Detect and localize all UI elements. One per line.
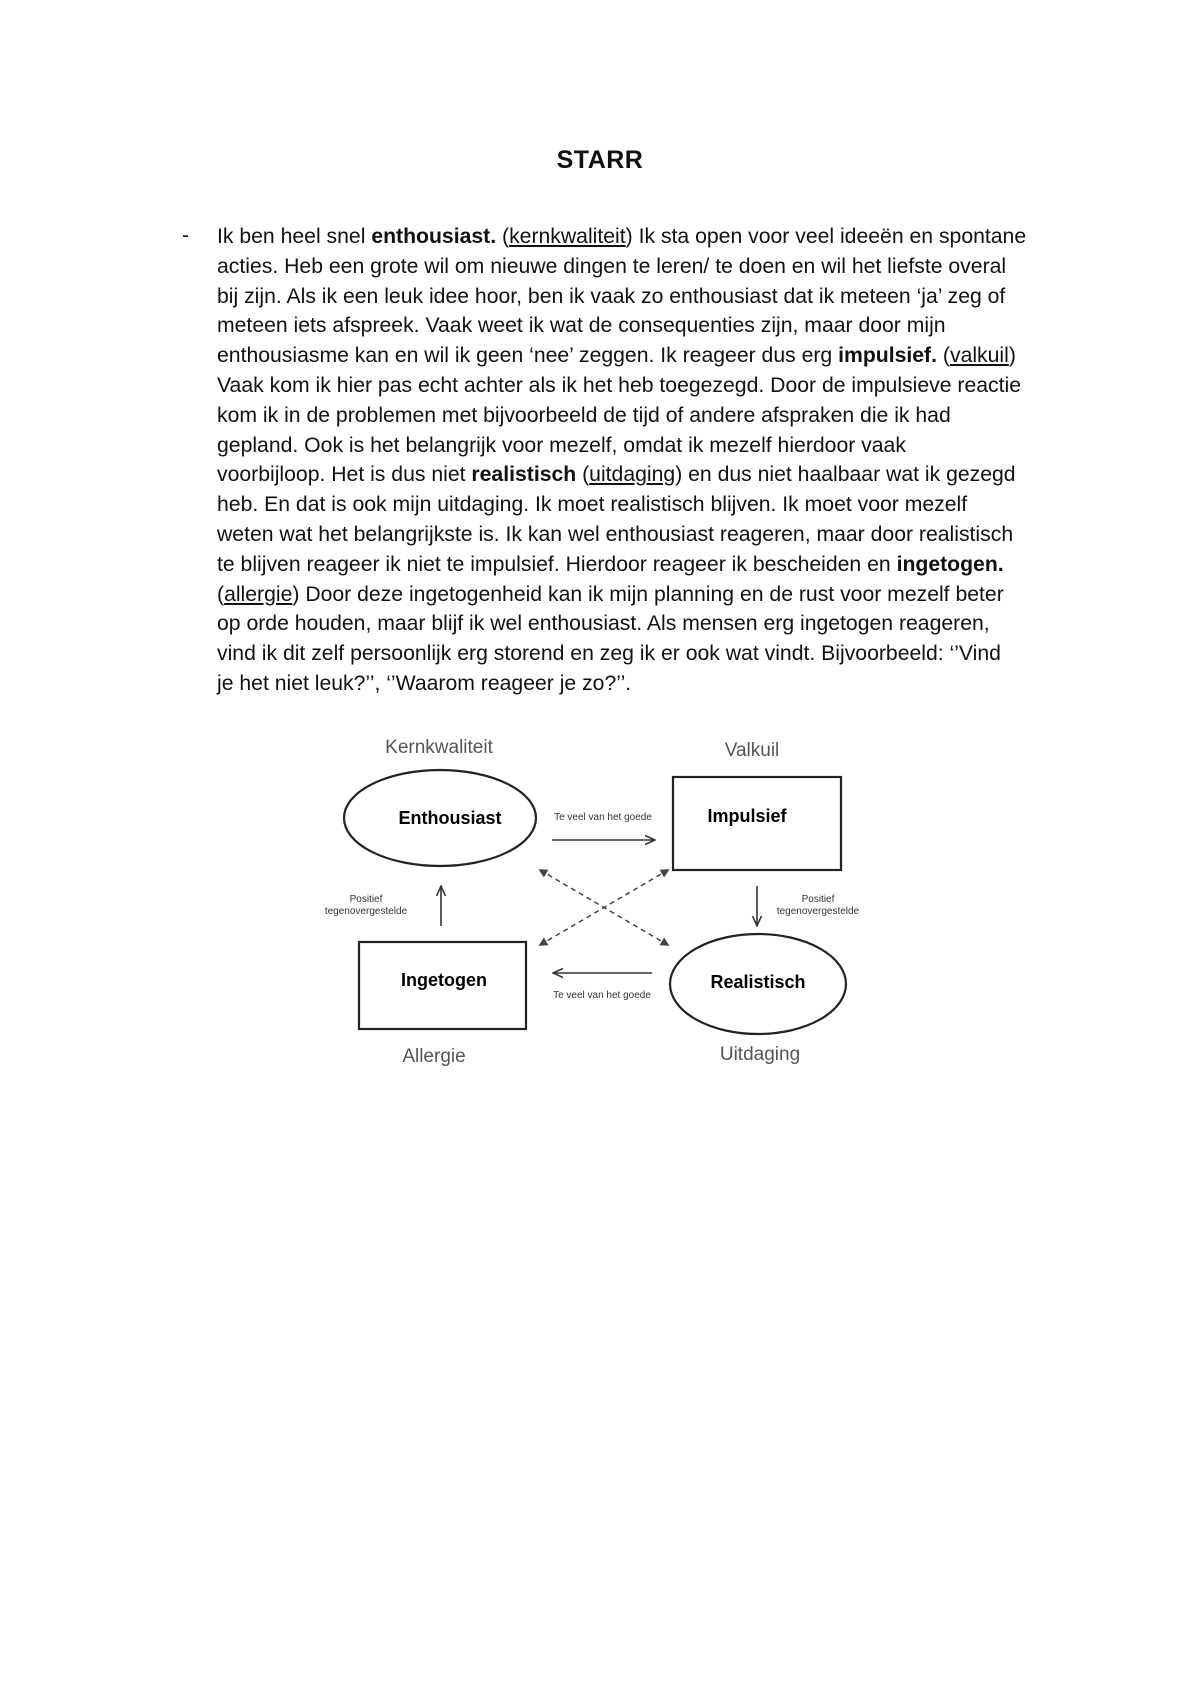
label-valkuil: Valkuil <box>724 740 780 761</box>
text-run: heb. En dat is ook mijn uitdaging. Ik moet realistisch blijven. Ik moet voor mezelf <box>217 493 968 517</box>
underlined-term: uitdaging <box>589 463 676 487</box>
node-enthousiast: Enthousiast <box>398 808 502 828</box>
underlined-term: valkuil <box>949 344 1009 368</box>
underlined-term: allergie <box>224 582 293 606</box>
text-run: kom ik in de problemen met bijvoorbeeld de tijd of andere afspraken die ik had <box>217 403 951 427</box>
bold-term: realistisch <box>471 463 577 487</box>
label-kernkwaliteit: Kernkwaliteit <box>385 737 493 758</box>
text-run: Vaak kom ik hier pas echt achter als ik het heb toegezegd. Door de impulsieve reactie <box>217 373 1021 397</box>
text-run: ( <box>496 225 510 248</box>
arrow-label-left-1: Positief <box>349 894 383 905</box>
arrow-label-top: Te veel van het goede <box>554 812 652 823</box>
text-run: Ik ben heel snel <box>217 225 372 248</box>
text-run: weten wat het belangrijkste is. Ik kan wel enthousiast reageren, maar door realistisch <box>217 522 1014 546</box>
arrow-label-right-1: Positief <box>801 894 835 905</box>
arrow-label-bottom: Te veel van het goede <box>553 990 651 1001</box>
bullet-marker: - <box>182 224 189 247</box>
text-run: ) Ik sta open voor veel ideeën en spontane <box>625 225 1027 248</box>
node-realistisch: Realistisch <box>710 972 806 992</box>
text-run: op orde houden, maar blijf ik wel enthousiast. Als mensen erg ingetogen reageren, <box>217 612 990 636</box>
label-uitdaging: Uitdaging <box>719 1044 801 1065</box>
text-run: vind ik dit zelf persoonlijk erg storend en zeg ik er ook wat vindt. Bijvoorbeeld: ‘’Vind <box>217 642 1001 666</box>
text-run: je het niet leuk?’’, ‘’Waarom reageer je zo?’’. <box>217 671 632 695</box>
text-run: ) <box>1008 344 1016 368</box>
node-impulsief: Impulsief <box>707 806 787 826</box>
text-run: ) en dus niet haalbaar wat ik gezegd <box>675 463 1016 487</box>
text-run: acties. Heb een grote wil om nieuwe dingen te leren/ te doen en wil het liefste overal <box>217 254 1007 278</box>
underlined-term: kernkwaliteit <box>509 225 626 248</box>
arrow-label-right-2: tegenovergestelde <box>776 906 860 917</box>
bold-term: enthousiast. <box>371 225 497 248</box>
node-ingetogen: Ingetogen <box>401 970 487 990</box>
document-title: STARR <box>556 146 644 174</box>
text-run: ( <box>937 344 950 368</box>
text-run: meteen iets afspreek. Vaak weet ik wat de consequenties zijn, maar door mijn <box>217 314 946 338</box>
label-allergie: Allergie <box>402 1046 466 1067</box>
text-run: te blijven reageer ik niet te impulsief. Hierdoor reageer ik bescheiden en <box>217 552 897 576</box>
text-run: gepland. Ook is het belangrijk voor mezelf, omdat ik mezelf hierdoor vaak <box>217 433 906 457</box>
bold-term: ingetogen. <box>896 552 1004 576</box>
text-run: ) Door deze ingetogenheid kan ik mijn planning en de rust voor mezelf beter <box>292 582 1004 606</box>
text-run: voorbijloop. Het is dus niet <box>217 463 472 487</box>
text-run: ( <box>217 582 225 606</box>
text-run: bij zijn. Als ik een leuk idee hoor, ben ik vaak zo enthousiast dat ik meteen ‘ja’ zeg of <box>217 284 1006 308</box>
arrow-label-left-2: tegenovergestelde <box>324 906 408 917</box>
text-run: ( <box>576 463 590 487</box>
bold-term: impulsief. <box>838 344 938 368</box>
text-run: enthousiasme kan en wil ik geen ‘nee’ zeggen. Ik reageer dus erg <box>217 344 839 368</box>
